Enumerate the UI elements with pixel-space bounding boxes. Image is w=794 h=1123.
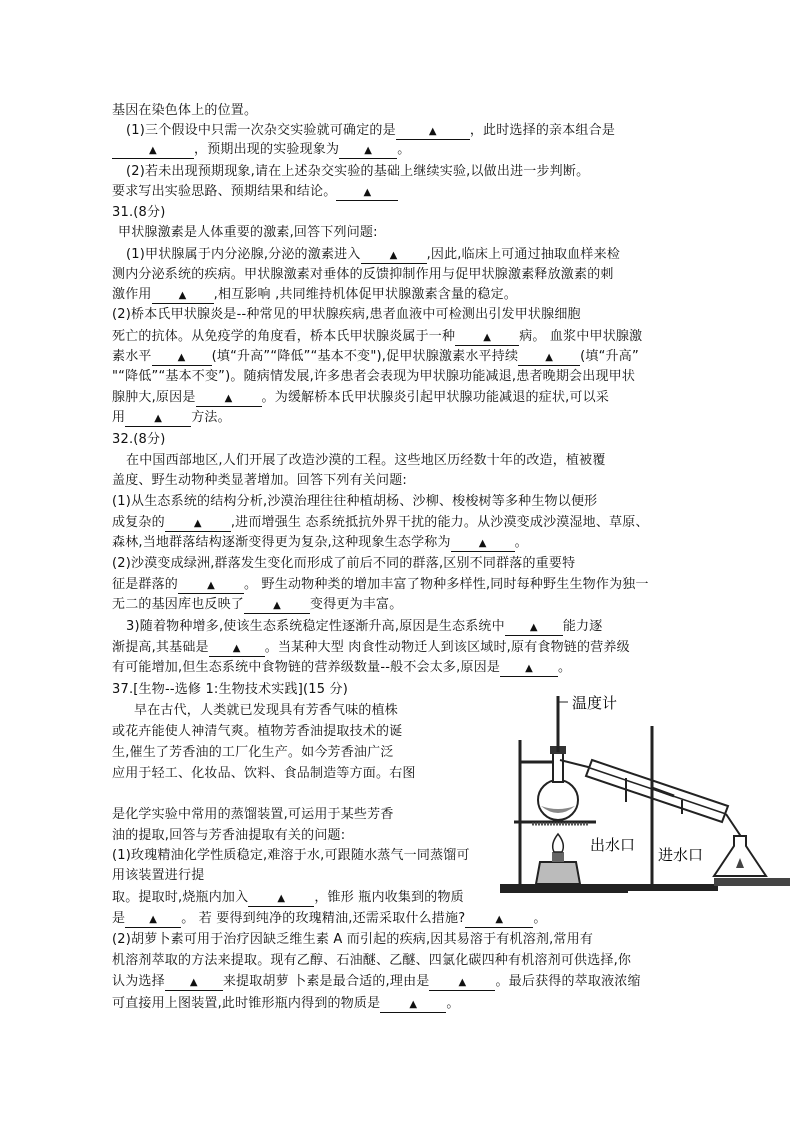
text-line-l25 (112, 596, 402, 614)
blank-mark-icon: ▲ (178, 290, 187, 301)
text-run: ,进而增强生 态系统抵抗外界干扰的能力。从沙漠变成沙漠湿地、草原、 (230, 515, 649, 530)
text-run: (2)胡萝卜素可用于治疗因缺乏维生素 A 而引起的疾病,因其易溶于有机溶剂,常用有 (112, 932, 594, 947)
blank-mark-icon: ▲ (364, 145, 373, 156)
text-line-l14 (112, 368, 635, 386)
text-line-l24 (112, 576, 649, 594)
text-line-l3 (112, 141, 410, 159)
text-run: ,因此,临床上可通过抽取血样来检 (426, 247, 621, 262)
answer-blank[interactable] (518, 350, 580, 366)
answer-blank[interactable] (152, 350, 212, 366)
answer-blank[interactable] (505, 620, 563, 636)
blank-mark-icon: ▲ (428, 126, 437, 137)
text-run: 盖度、野生动物种类显著增加。回答下列有关问题: (112, 473, 407, 488)
text-line-l5 (112, 183, 398, 201)
answer-blank[interactable] (451, 536, 515, 552)
text-run: 要求写出实验思路、预期结果和结论。 (112, 184, 337, 199)
text-line-l36 (112, 847, 470, 865)
text-line-l2 (126, 122, 615, 140)
text-run: 用该装置进行提 (112, 868, 205, 883)
text-run: (填“升高”“降低”“基本不变"),促甲状腺激素水平持续 (211, 349, 519, 364)
blank-mark-icon: ▲ (363, 187, 372, 198)
text-run: 死亡的抗体。从免疫学的角度看，桥本氏甲状腺炎属于一种 (112, 329, 456, 344)
text-line-l13 (112, 348, 639, 366)
text-run: 机溶剂萃取的方法来提取。现有乙醇、石油醚、乙醚、四氯化碳四种有机溶剂可供选择,你 (112, 953, 632, 968)
text-line-l34 (112, 806, 394, 824)
text-line-l42 (112, 973, 641, 991)
text-line-l30 (134, 702, 398, 720)
text-run: 应用于轻工、化妆品、饮料、食品制造等方面。右图 (112, 766, 416, 781)
answer-blank[interactable] (152, 288, 214, 304)
text-line-l26 (126, 618, 602, 636)
answer-blank[interactable] (244, 598, 310, 614)
text-run: 森林,当地群落结构逐渐变得更为复杂,这种现象生态学称为 (112, 535, 451, 550)
text-run: 3)随着物种增多,使该生态系统稳定性逐渐升高,原因是生态系统中 (126, 619, 505, 634)
flame-icon (553, 834, 564, 852)
answer-blank[interactable] (125, 411, 191, 427)
text-line-l1 (112, 102, 257, 120)
answer-blank[interactable] (178, 578, 244, 594)
text-line-l43 (112, 995, 460, 1013)
text-run: 成复杂的 (112, 515, 165, 530)
text-run: 变得更为丰富。 (310, 597, 403, 612)
text-run: (1)甲状腺属于内分泌腺,分泌的激素进入 (126, 247, 361, 262)
text-run: (1)从生态系统的结构分析,沙漠治理往往种植胡杨、沙柳、梭梭树等多种生物以便形 (112, 494, 598, 509)
text-run: ，此时选择的亲本组合是 (469, 123, 616, 138)
text-run: 有可能增加,但生态系统中食物链的营养级数量--般不会太多,原因是 (112, 660, 501, 675)
answer-blank[interactable] (500, 661, 558, 677)
text-run: (1)三个假设中只需一次杂交实验就可确定的是 (126, 123, 396, 138)
answer-blank[interactable] (165, 516, 231, 532)
text-run: 是 (112, 911, 126, 926)
text-line-l6 (112, 204, 166, 222)
text-line-l32 (112, 744, 394, 762)
text-run: 。 若 要得到纯净的玫瑰精油,还需采取什么措施? (181, 911, 466, 926)
blank-mark-icon: ▲ (273, 600, 281, 611)
blank-mark-icon: ▲ (193, 518, 202, 529)
receiver-base (714, 878, 790, 886)
text-line-l39 (112, 910, 547, 928)
text-run: 能力逐 (562, 619, 603, 634)
blank-mark-icon: ▲ (207, 580, 215, 591)
answer-blank[interactable] (112, 143, 194, 159)
text-run: 病。 血浆中甲状腺激 (519, 329, 643, 344)
text-line-l22 (112, 534, 528, 552)
text-run: 激作用 (112, 287, 152, 302)
text-run: 来提取胡萝 卜素是最合适的,理由是 (222, 974, 430, 989)
text-line-l16 (112, 409, 231, 427)
text-line-l15 (112, 389, 609, 407)
blank-mark-icon: ▲ (525, 663, 533, 674)
blank-mark-icon: ▲ (232, 643, 241, 654)
text-run: 基因在染色体上的位置。 (112, 103, 258, 118)
text-run: 37.[生物--选修 1:生物技术实践](15 分) (112, 682, 349, 697)
text-run: 。 (514, 535, 528, 550)
text-run: 无二的基因库也反映了 (112, 597, 245, 612)
text-line-l41 (112, 952, 631, 970)
text-run: 早在古代，人类就已发现具有芳香气味的植株 (134, 703, 399, 718)
blank-mark-icon: ▲ (177, 352, 186, 363)
text-line-l12 (112, 328, 642, 346)
answer-blank[interactable] (125, 912, 181, 928)
text-line-l31 (112, 723, 402, 741)
text-run: 在中国西部地区,人们开展了改造沙漠的工程。这些地区历经数十年的改造，植被覆 (126, 453, 606, 468)
answer-blank[interactable] (396, 124, 470, 140)
text-line-l10 (112, 286, 517, 304)
blank-mark-icon: ▲ (149, 914, 158, 925)
text-line-l7 (118, 224, 378, 242)
text-run: 生,催生了芳香油的工厂化生产。如今芳香油广泛 (112, 745, 394, 760)
text-line-l21 (112, 514, 649, 532)
text-line-l23 (112, 555, 575, 573)
text-line-l40 (112, 931, 593, 949)
thermometer-label: 温度计 (572, 694, 618, 712)
text-line-l33 (112, 765, 416, 783)
answer-blank[interactable] (248, 891, 314, 907)
text-run: ，锥形 瓶内收集到的物质 (314, 890, 464, 905)
text-run: ,相互影响 ,共同维持机体促甲状腺激素含量的稳定。 (213, 287, 518, 302)
text-run: 。最后获得的萃取液浓缩 (495, 974, 641, 989)
text-run: 甲状腺激素是人体重要的激素,回答下列问题: (118, 225, 378, 240)
text-run: 方法。 (191, 410, 231, 425)
answer-blank[interactable] (455, 330, 519, 346)
text-run: 油的提取,回答与芳香油提取有关的问题: (112, 828, 346, 843)
text-run: 或花卉能使人神清气爽。植物芳香油提取技术的诞 (112, 724, 403, 739)
distillation-apparatus-figure (496, 688, 792, 896)
text-line-l4 (126, 163, 589, 181)
text-line-l8 (126, 246, 620, 264)
blank-mark-icon: ▲ (483, 332, 492, 343)
blank-mark-icon: ▲ (149, 145, 157, 156)
text-run: (2)桥本氏甲状腺炎是--种常见的甲状腺疾病,患者血液中可检测出引发甲状腺细胞 (112, 307, 581, 322)
blank-mark-icon: ▲ (529, 622, 538, 633)
text-run: (2)沙漠变成绿洲,群落发生变化而形成了前后不同的群落,区别不同群落的重要特 (112, 556, 576, 571)
adapter-tube (726, 814, 742, 838)
text-run: 。当某种大型 肉食性动物迁人到该区域时,原有食物链的营养级 (264, 640, 630, 655)
distillation-apparatus-diagram (496, 688, 792, 896)
water-out-label: 出水口 (590, 836, 636, 854)
text-line-l9 (112, 266, 614, 284)
text-run: 。 (533, 911, 547, 926)
text-run: 。 (558, 660, 572, 675)
water-in-label: 进水口 (658, 846, 704, 864)
text-run: 腺肿大,原因是 (112, 390, 196, 405)
text-run: (填“升高” (580, 349, 639, 364)
text-line-l11 (112, 306, 581, 324)
text-run: 32.(8分) (112, 432, 166, 447)
text-run: 素水平 (112, 349, 152, 364)
blank-mark-icon: ▲ (478, 538, 487, 549)
text-line-l35 (112, 827, 345, 845)
answer-blank[interactable] (380, 997, 446, 1013)
text-line-l20 (112, 493, 597, 511)
text-run: 认为选择 (112, 974, 165, 989)
text-run: 。 (397, 142, 411, 157)
blank-mark-icon: ▲ (545, 352, 554, 363)
answer-blank[interactable] (209, 641, 265, 657)
blank-mark-icon: ▲ (389, 250, 398, 261)
text-line-l28 (112, 659, 571, 677)
text-run: 。 野生动物种类的增加丰富了物种多样性,同时每种野生生物作为独一 (244, 577, 649, 592)
text-run: 渐提高,其基础是 (112, 640, 209, 655)
answer-blank[interactable] (429, 975, 495, 991)
lamp-wick-holder (552, 852, 564, 862)
answer-blank[interactable] (339, 143, 397, 159)
blank-mark-icon: ▲ (189, 977, 198, 988)
answer-blank[interactable] (361, 248, 427, 264)
answer-blank[interactable] (465, 912, 533, 928)
blank-mark-icon: ▲ (277, 893, 286, 904)
round-bottom-flask (538, 780, 578, 820)
blank-mark-icon: ▲ (495, 914, 504, 925)
text-run: 测内分泌系统的疾病。甲状腺激素对垂体的反馈抑制作用与促甲状腺激素释放激素的刺 (112, 267, 614, 282)
text-line-l17 (112, 431, 166, 449)
flask-neck (553, 752, 563, 782)
text-run: 31.(8分) (112, 205, 166, 220)
text-run: "“降低”“基本不变”)。随病情发展,许多患者会表现为甲状腺功能减退,患者晚期会出现甲状 (112, 369, 636, 384)
text-run: ，预期出现的实验现象为 (194, 142, 340, 157)
middle-stand-base (600, 884, 718, 891)
text-run: (2)若未出现预期现象,请在上述杂交实验的基础上继续实验,以做出进一步判断。 (126, 164, 590, 179)
text-line-l27 (112, 639, 630, 657)
blank-mark-icon: ▲ (154, 413, 163, 424)
text-line-l19 (112, 472, 407, 490)
answer-blank[interactable] (196, 391, 262, 407)
blank-mark-icon: ▲ (409, 999, 418, 1010)
text-run: 取。提取时,烧瓶内加入 (112, 890, 249, 905)
alcohol-lamp-icon (536, 862, 580, 884)
text-run: 征是群落的 (112, 577, 179, 592)
answer-blank[interactable] (336, 185, 398, 201)
text-run: 是化学实验中常用的蒸馏装置,可运用于某些芳香 (112, 807, 394, 822)
blank-mark-icon: ▲ (458, 977, 467, 988)
text-line-l38 (112, 889, 464, 907)
erlenmeyer-flask (714, 836, 766, 876)
answer-blank[interactable] (165, 975, 223, 991)
text-run: 可直接用上图装置,此时锥形瓶内得到的物质是 (112, 996, 381, 1011)
text-line-l37 (112, 867, 204, 885)
text-run: 。 (446, 996, 460, 1011)
text-run: (1)玫瑰精油化学性质稳定,难溶于水,可跟随水蒸气一同蒸馏可 (112, 848, 470, 863)
text-run: 用 (112, 410, 126, 425)
text-line-l18 (126, 452, 606, 470)
text-run: 。为缓解桥本氏甲状腺炎引起甲状腺功能减退的症状,可以采 (261, 390, 610, 405)
text-line-l29 (112, 681, 348, 699)
blank-mark-icon: ▲ (224, 393, 233, 404)
